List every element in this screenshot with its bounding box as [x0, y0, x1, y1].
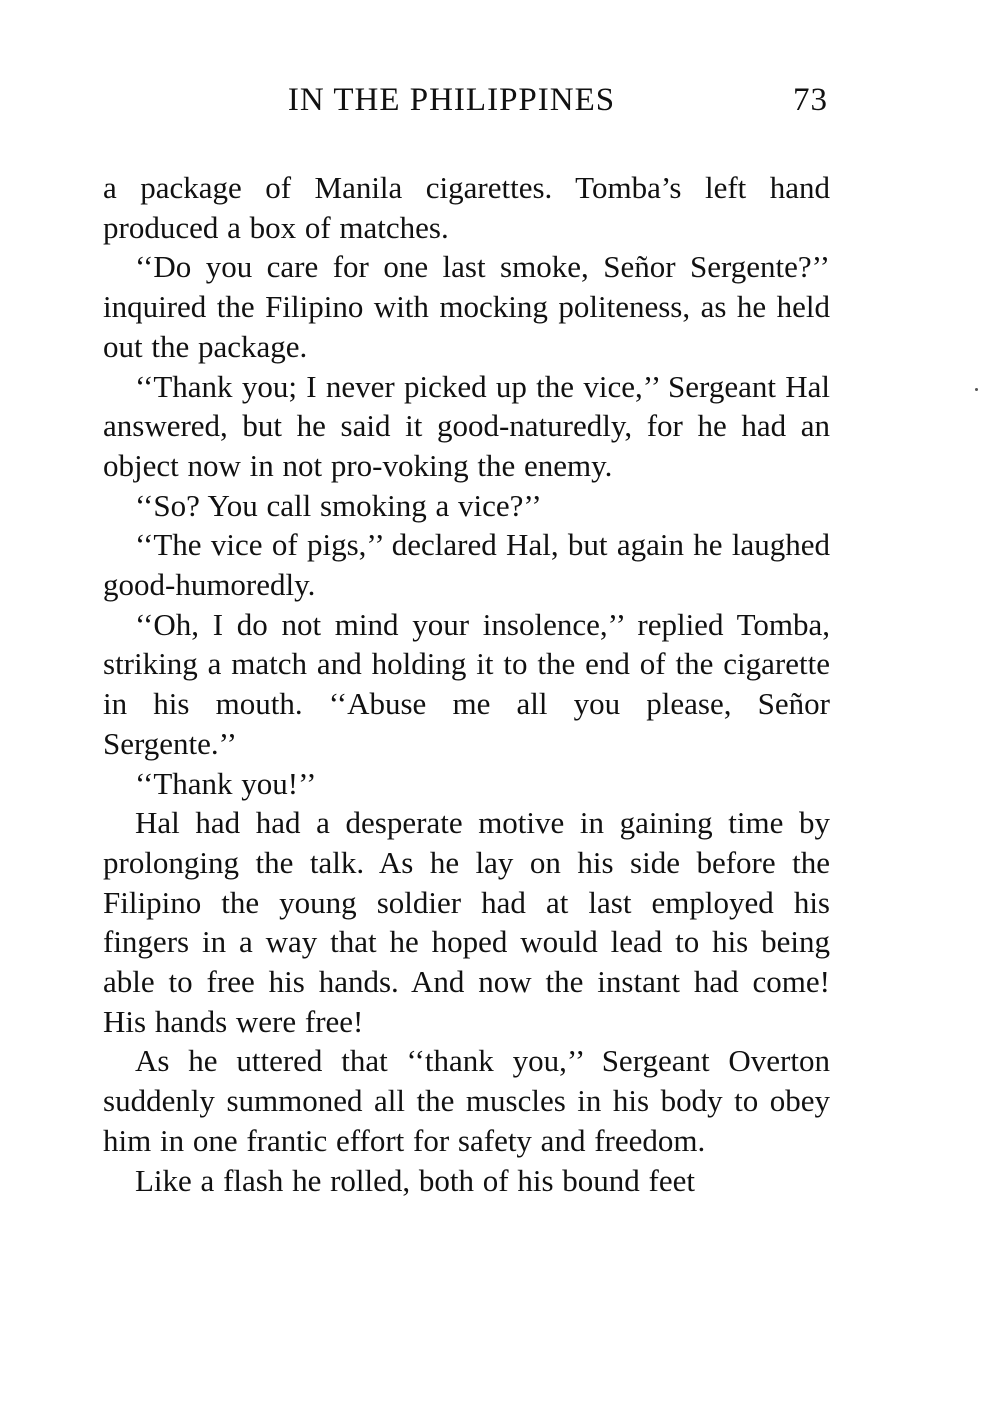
- paragraph: ‘‘The vice of pigs,’’ declared Hal, but again he laughed good-humoredly.: [103, 527, 830, 603]
- paragraph-continuation: a package of Manila cigarettes. Tomba’s left hand produced a box of matches.: [103, 170, 830, 245]
- scan-speck: [975, 388, 978, 391]
- page-number: 73: [793, 82, 828, 118]
- paragraph: Hal had had a desperate motive in gaining time by prolonging the talk. As he lay on his side before the Filipino the young soldier had at last employed his fingers in a way that he hoped would lead to his being able to free his hands. And now the instant had come! His hands were free!: [103, 805, 830, 1039]
- paragraph: ‘‘Thank you!’’: [135, 765, 317, 801]
- paragraph: ‘‘So? You call smoking a vice?’’: [135, 487, 542, 523]
- paragraph: ‘‘Thank you; I never picked up the vice,’’ Sergeant Hal answered, but he said it good-naturedly, for he had an object now in not pro-voking the enemy.: [103, 368, 830, 483]
- body-text: [103, 168, 830, 1200]
- running-title: IN THE PHILIPPINES: [287, 82, 616, 118]
- running-head: [103, 82, 830, 128]
- book-page: [103, 0, 830, 1428]
- paragraph: Like a flash he rolled, both of his bound feet: [135, 1162, 695, 1198]
- paragraph: ‘‘Oh, I do not mind your insolence,’’ replied Tomba, striking a match and holding it to the end of the cigarette in his mouth. ‘‘Abuse me all you please, Señor Sergente.’’: [103, 606, 830, 761]
- paragraph: As he uttered that ‘‘thank you,’’ Sergeant Overton suddenly summoned all the muscles in his body to obey him in one frantic effort for safety and freedom.: [103, 1043, 830, 1158]
- paragraph: ‘‘Do you care for one last smoke, Señor Sergente?’’ inquired the Filipino with mocking politeness, as he held out the package.: [103, 249, 830, 364]
